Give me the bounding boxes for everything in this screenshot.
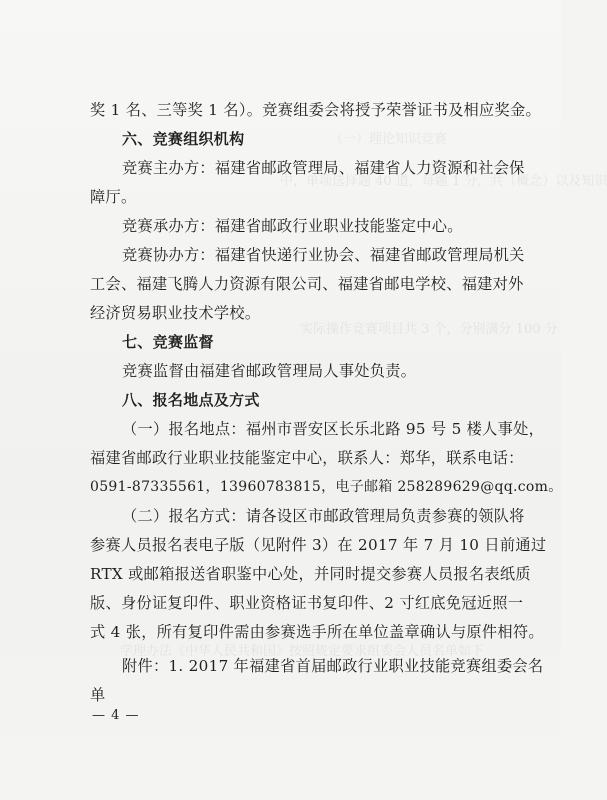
bleed-through-text: 实际操作竞赛项目共 3 个，分别满分 100 分 (300, 322, 558, 337)
contact-line: 0591-87335561，13960783815，电子邮箱 258289629@qq.com。 (90, 479, 563, 495)
paragraph-line: 版、身份证复印件、职业资格证书复印件、2 寸红底免冠近照一 (90, 594, 524, 612)
paragraph-line: （一）报名地点：福州市晋安区长乐北路 95 号 5 楼人事处， (122, 420, 545, 438)
paragraph-line: （二）报名方式：请各设区市邮政管理局负责参赛的领队将 (122, 507, 525, 525)
attachment-line: 附件：1. 2017 年福建省首届邮政行业职业技能竞赛组委会名 (122, 657, 544, 675)
paragraph-line: 式 4 张，所有复印件需由参赛选手所在单位盖章确认与原件相符。 (90, 623, 544, 641)
paragraph-line: 障厅。 (90, 188, 137, 206)
paragraph-line: 竞赛监督由福建省邮政管理局人事处负责。 (122, 362, 417, 380)
section-heading-supervision: 七、竞赛监督 (122, 333, 214, 351)
paragraph-line: 奖 1 名、三等奖 1 名）。竞赛组委会将授予荣誉证书及相应奖金。 (90, 101, 541, 119)
bleed-through-text: （一）理论知识竞赛 (330, 132, 448, 147)
paragraph-line: 经济贸易职业技术学校。 (90, 304, 261, 322)
section-heading-organization: 六、竞赛组织机构 (122, 130, 245, 148)
attachment-line: 单 (90, 686, 106, 704)
bleed-through-text: 学理办法《中华人民共和国》按照规定要求组委会人员名单如下 (120, 644, 485, 659)
paragraph-line: 竞赛协办方：福建省快递行业协会、福建省邮政管理局机关 (122, 246, 525, 264)
paragraph-line: 福建省邮政行业职业技能鉴定中心，联系人：郑华，联系电话： (90, 449, 524, 467)
paragraph-line: 工会、福建飞腾人力资源有限公司、福建省邮电学校、福建对外 (90, 275, 524, 293)
paragraph-line: RTX 或邮箱报送省职鉴中心处，并同时提交参赛人员报名表纸质 (90, 565, 531, 583)
paragraph-line: 竞赛主办方：福建省邮政管理局、福建省人力资源和社会保 (122, 159, 525, 177)
paragraph-line: 参赛人员报名表电子版（见附件 3）在 2017 年 7 月 10 日前通过 (90, 536, 547, 554)
page-number: — 4 — (92, 708, 140, 723)
section-heading-registration: 八、报名地点及方式 (122, 391, 260, 409)
bleed-through-text: 中，单项选择题 40 道，每题 1 分，共（概念）以及知识 (280, 174, 607, 189)
paragraph-line: 竞赛承办方：福建省邮政行业职业技能鉴定中心。 (122, 217, 463, 235)
